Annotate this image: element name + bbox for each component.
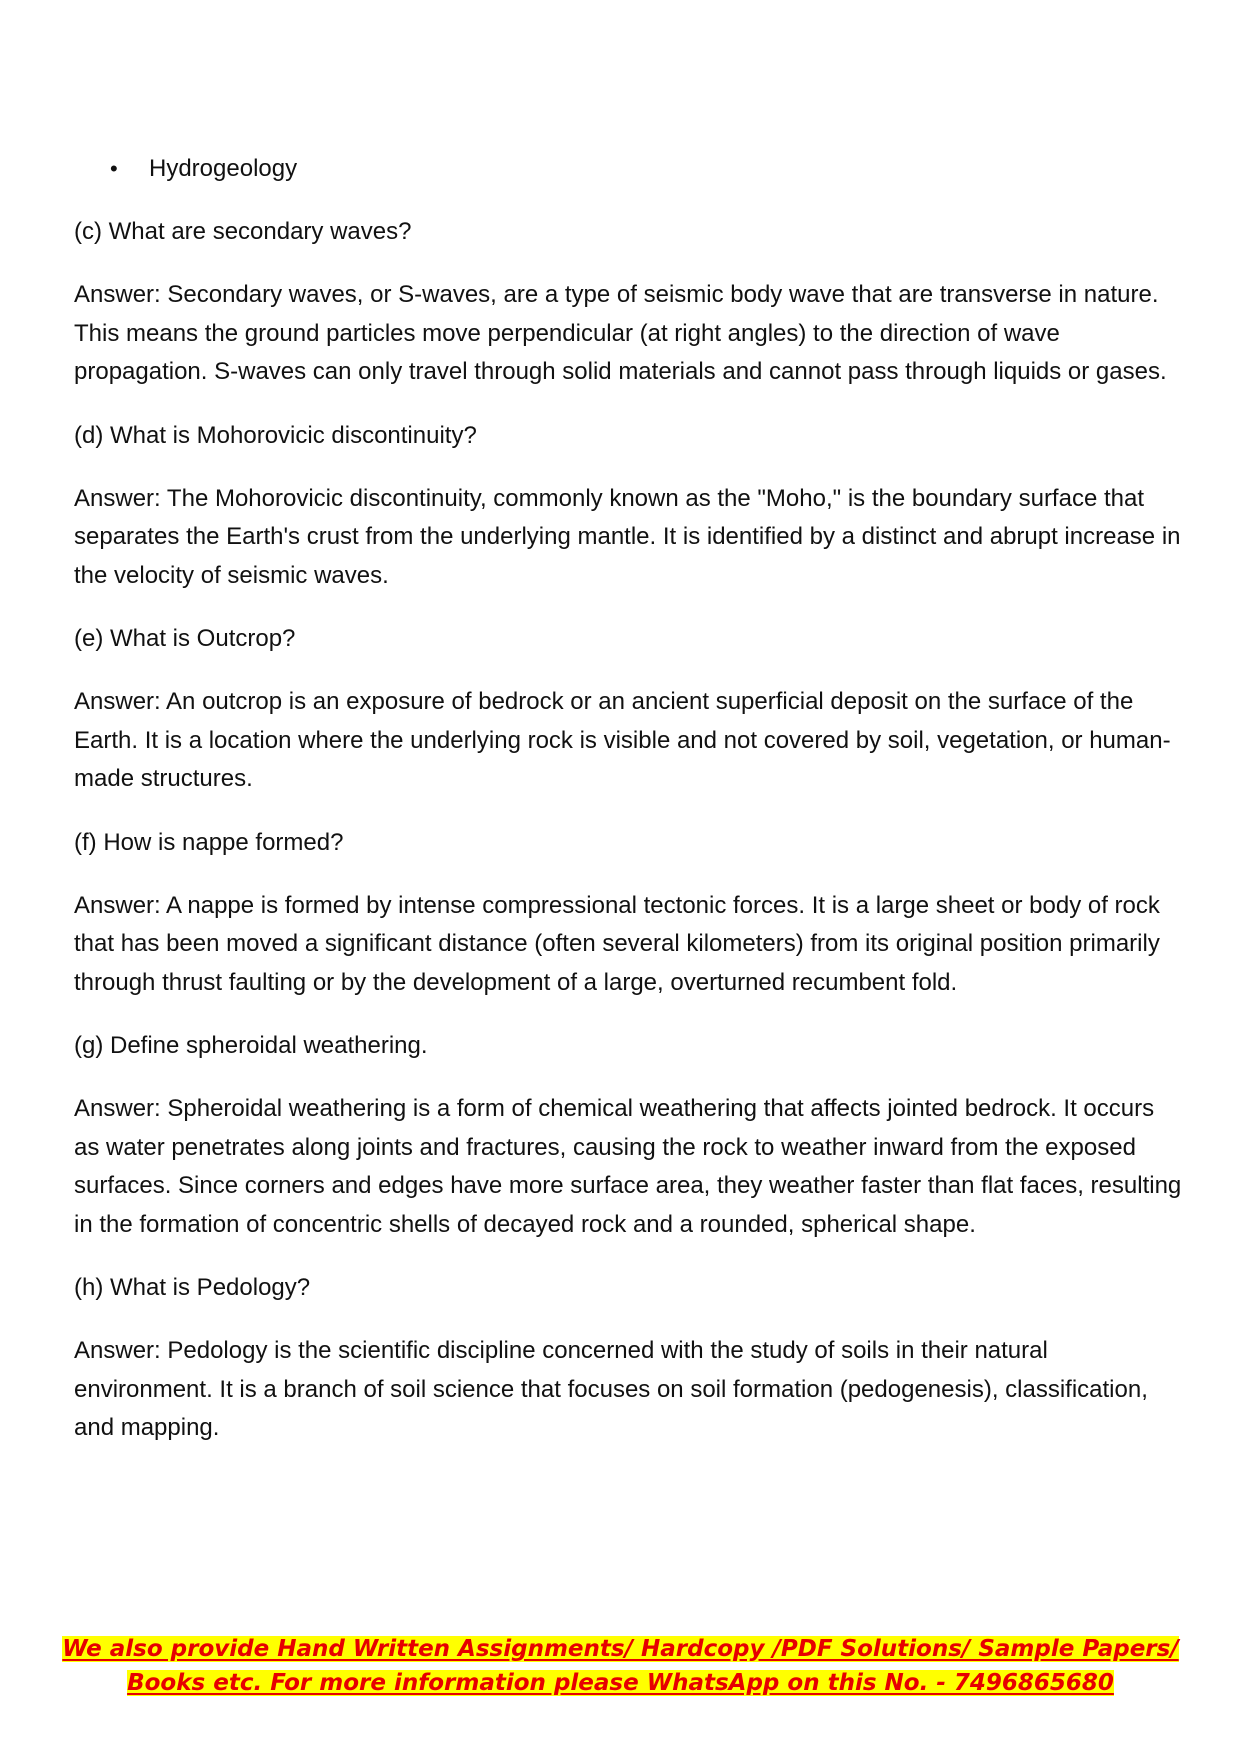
question-f: (f) How is nappe formed? — [74, 828, 344, 856]
question-e: (e) What is Outcrop? — [74, 625, 296, 652]
answer-d: Answer: The Mohorovicic discontinuity, commonly known as the "Moho," is the boundary surface that separates the Earth's crust from the underlying mantle. It is identified by a distinct and abrupt increase in the velocity of seismic waves. — [74, 484, 1181, 589]
bullet-list — [74, 150, 1186, 188]
answer-h: Answer: Pedology is the scientific discipline concerned with the study of soils in their natural environment. It is a branch of soil science that focuses on soil formation (pedogenesis), classification, and mapping. — [74, 1337, 1148, 1441]
question-g: (g) Define spheroidal weathering. — [74, 1032, 428, 1059]
promo-footer — [0, 1632, 1241, 1700]
answer-c: Answer: Secondary waves, or S-waves, are a type of seismic body wave that are transverse in nature. This means the ground particles move perpendicular (at right angles) to the direction of wave propagation. S-waves can only travel through solid materials and cannot pass through liquids or gases. — [74, 281, 1167, 385]
question-d: (d) What is Mohorovicic discontinuity? — [74, 421, 477, 449]
bullet-dot-icon: • — [110, 156, 118, 181]
question-c: (c) What are secondary waves? — [74, 218, 412, 245]
answer-e: Answer: An outcrop is an exposure of bedrock or an ancient superficial deposit on the surface of the Earth. It is a location where the underlying rock is visible and not covered by soil, vegetation, or human-made structures. — [74, 688, 1171, 792]
question-h: (h) What is Pedology? — [74, 1274, 311, 1301]
bullet-text: Hydrogeology — [149, 155, 298, 182]
answer-g: Answer: Spheroidal weathering is a form of chemical weathering that affects jointed bedrock. It occurs as water penetrates along joints and fractures, causing the rock to weather inward from the exposed surfaces. Since corners and edges have more surface area, they weather faster than flat faces, resulting in the formation of concentric shells of decayed rock and a rounded, spherical shape. — [74, 1095, 1182, 1238]
answer-f: Answer: A nappe is formed by intense compressional tectonic forces. It is a large sheet or body of rock that has been moved a significant distance (often several kilometers) from its original position primarily through thrust faulting or by the development of a large, overturned recumbent fold. — [74, 891, 1160, 996]
promo-line-2: Books etc. For more information please WhatsApp on this No. - 7496865680 — [127, 1670, 1114, 1696]
document-body — [74, 150, 1186, 1448]
bullet-item — [74, 150, 1186, 188]
promo-line-1: We also provide Hand Written Assignments/ Hardcopy /PDF Solutions/ Sample Papers/ — [62, 1636, 1179, 1662]
